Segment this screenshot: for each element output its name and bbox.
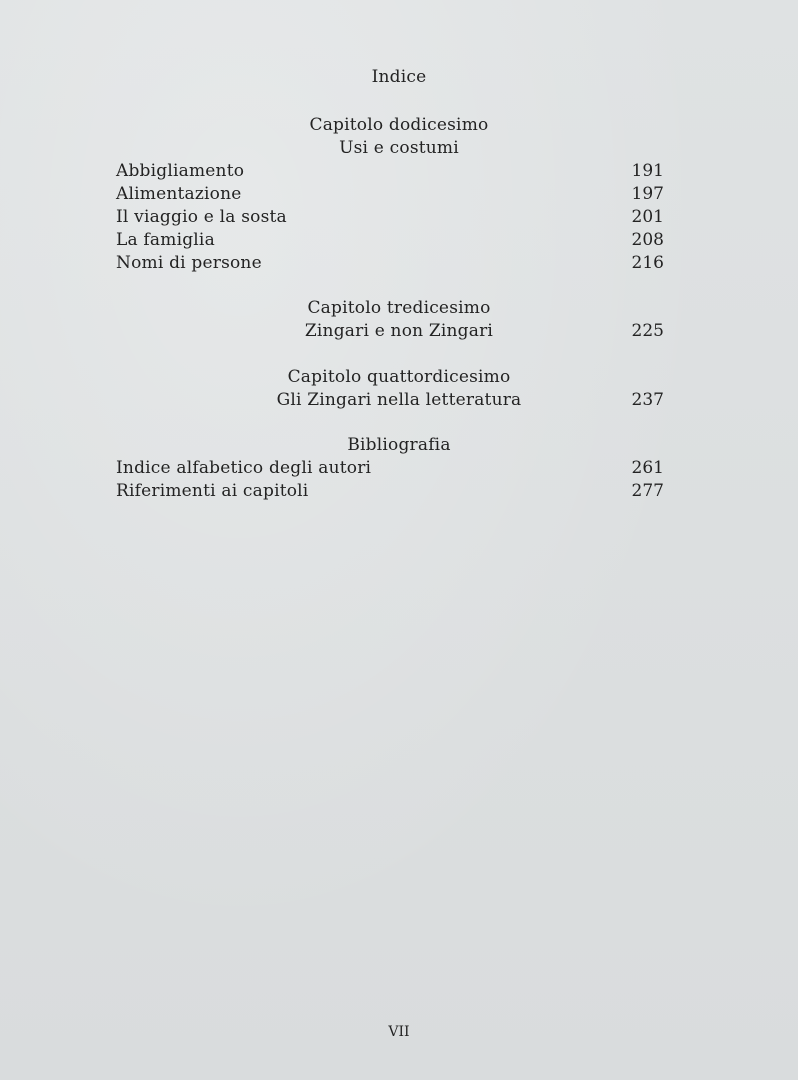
toc-entry-label: Riferimenti ai capitoli	[116, 481, 309, 501]
toc-entry-label: Abbigliamento	[116, 161, 245, 181]
toc-entry-page: 208	[631, 230, 664, 250]
chapter-13-subtitle: Zingari e non Zingari	[304, 321, 494, 341]
page-number-folio: VII	[388, 1024, 410, 1040]
chapter-13-heading: Capitolo tredicesimo	[307, 298, 491, 318]
toc-entry-page: 277	[631, 481, 664, 501]
toc-entry-label: Indice alfabetico degli autori	[116, 458, 372, 478]
chapter-14-subtitle: Gli Zingari nella letteratura	[276, 390, 522, 410]
toc-entry-label: La famiglia	[116, 230, 215, 250]
toc-entry-page: 197	[631, 184, 664, 204]
page-title: Indice	[371, 67, 427, 87]
bibliography-heading: Bibliografia	[347, 435, 451, 455]
chapter-12-subtitle: Usi e costumi	[339, 138, 459, 158]
chapter-13-page: 225	[631, 321, 664, 341]
toc-entry-page: 216	[631, 253, 664, 273]
toc-entry-page: 261	[631, 458, 664, 478]
chapter-14-page: 237	[631, 390, 664, 410]
toc-entry-page: 201	[631, 207, 664, 227]
toc-entry-label: Alimentazione	[116, 184, 242, 204]
chapter-14-heading: Capitolo quattordicesimo	[287, 367, 511, 387]
chapter-12-heading: Capitolo dodicesimo	[309, 115, 489, 135]
toc-entry-label: Il viaggio e la sosta	[116, 207, 287, 227]
toc-entry-label: Nomi di persone	[116, 253, 262, 273]
toc-entry-page: 191	[631, 161, 664, 181]
